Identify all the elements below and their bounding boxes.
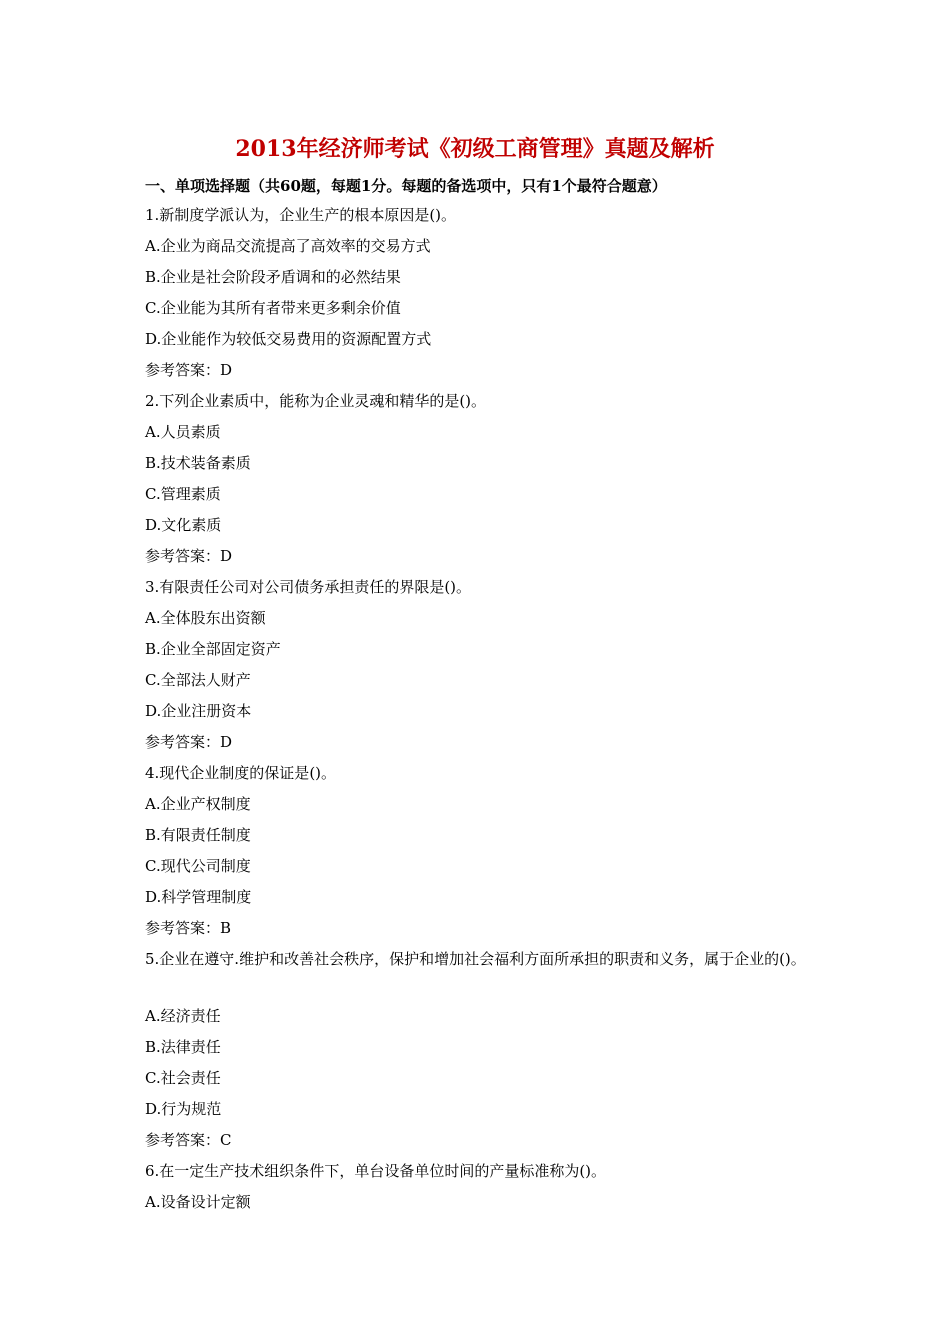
option-c: C.管理素质	[145, 485, 221, 503]
option-b: B.有限责任制度	[145, 826, 251, 844]
option-d: D.企业注册资本	[145, 702, 252, 720]
question-text: 1.新制度学派认为，企业生产的根本原因是()。	[145, 206, 457, 224]
option-a: A.人员素质	[145, 423, 221, 441]
option-b: B.技术装备素质	[145, 454, 251, 472]
question-block	[145, 574, 815, 760]
option-a: A.设备设计定额	[145, 1193, 251, 1211]
option-d: D.企业能作为较低交易费用的资源配置方式	[145, 330, 432, 348]
question-block	[145, 760, 815, 946]
option-a: A.全体股东出资额	[145, 609, 266, 627]
question-list	[145, 202, 815, 1220]
option-d: D.文化素质	[145, 516, 222, 534]
option-b: B.企业全部固定资产	[145, 640, 281, 658]
option-a: A.企业产权制度	[145, 795, 251, 813]
answer-line: 参考答案：B	[145, 919, 232, 937]
option-d: D.科学管理制度	[145, 888, 252, 906]
question-text: 3.有限责任公司对公司债务承担责任的界限是()。	[145, 578, 472, 596]
option-d: D.行为规范	[145, 1100, 222, 1118]
question-block	[145, 202, 815, 388]
answer-line: 参考答案：D	[145, 547, 233, 565]
answer-line: 参考答案：D	[145, 733, 233, 751]
question-text: 2.下列企业素质中，能称为企业灵魂和精华的是()。	[145, 392, 487, 410]
section-heading: 一、单项选择题（共60题，每题1分。每题的备选项中，只有1个最符合题意）	[145, 177, 667, 195]
option-c: C.现代公司制度	[145, 857, 251, 875]
question-block	[145, 388, 815, 574]
option-c: C.企业能为其所有者带来更多剩余价值	[145, 299, 401, 317]
option-c: C.全部法人财产	[145, 671, 251, 689]
answer-line: 参考答案：C	[145, 1131, 232, 1149]
option-c: C.社会责任	[145, 1069, 221, 1087]
option-b: B.法律责任	[145, 1038, 221, 1056]
option-a: A.经济责任	[145, 1007, 221, 1025]
question-block	[145, 946, 815, 1158]
document-title: 2013年经济师考试《初级工商管理》真题及解析	[235, 136, 715, 162]
option-a: A.企业为商品交流提高了高效率的交易方式	[145, 237, 431, 255]
question-text	[145, 946, 815, 998]
question-text: 4.现代企业制度的保证是()。	[145, 764, 337, 782]
answer-line: 参考答案：D	[145, 361, 233, 379]
question-text: 6.在一定生产技术组织条件下，单台设备单位时间的产量标准称为()。	[145, 1162, 607, 1180]
question-block	[145, 1158, 815, 1220]
option-b: B.企业是社会阶段矛盾调和的必然结果	[145, 268, 401, 286]
question-text-content: 5.企业在遵守.维护和改善社会秩序，保护和增加社会福利方面所承担的职责和义务，属于企业的()。	[145, 950, 806, 968]
